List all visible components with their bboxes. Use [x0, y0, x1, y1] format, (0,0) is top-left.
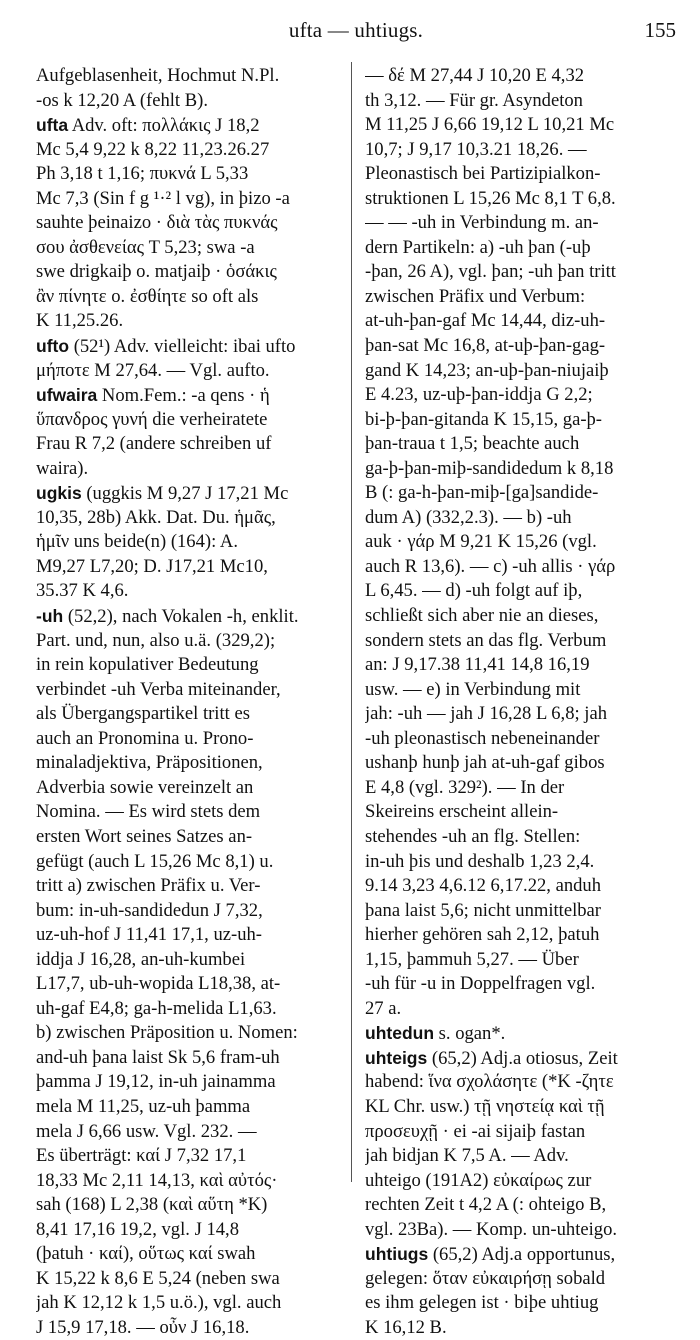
text-line: Frau R 7,2 (andere schreiben uf — [36, 433, 272, 455]
text-line — [365, 1242, 675, 1267]
text-line: auch R 13,6). — c) -uh allis · γάρ — [365, 555, 616, 577]
text-line: Mc 7,3 (Sin f g ¹·² l vg), in þizo -a — [36, 187, 290, 209]
text-line: waira). — [36, 457, 89, 479]
left-column — [36, 64, 340, 1340]
text-line: ἂν πίνητε o. ἐσθίητε so oft als — [36, 285, 259, 307]
text-line: ersten Wort seines Satzes an- — [36, 825, 253, 847]
headword: ufwaira — [36, 385, 98, 406]
text-line: Mc 5,4 9,22 k 8,22 11,23.26.27 — [36, 138, 270, 160]
headword: ugkis — [36, 483, 82, 504]
text-line: sah (168) L 2,38 (καὶ αὕτη *K) — [36, 1194, 268, 1216]
text-line: gelegen: ὅταν εὐκαιρήσῃ sobald — [365, 1267, 606, 1289]
text-line: ὕπανδρος γυνή die verheiratete — [36, 408, 268, 430]
text-line: stehendes -uh an flg. Stellen: — [365, 825, 581, 847]
text-line — [36, 334, 340, 359]
text-line: in rein kopulativer Bedeutung — [36, 654, 259, 676]
text-line: προσευχῇ · ei -ai sijaiþ fastan — [365, 1120, 586, 1142]
text-line: J 15,9 17,18. — οὖν J 16,18. — [36, 1316, 250, 1338]
headword: uhtedun — [365, 1023, 435, 1044]
text-line: mela M 11,25, uz-uh þamma — [36, 1095, 251, 1117]
text-line: -þan, 26 A), vgl. þan; -uh þan tritt — [365, 261, 616, 283]
headword: ufta — [36, 115, 69, 136]
text-line: bi-þ-þan-gitanda K 15,15, ga-þ- — [365, 408, 602, 430]
text-line: jah K 12,12 k 1,5 u.ö.), vgl. auch — [36, 1292, 282, 1314]
headword: uhtiugs — [365, 1244, 429, 1265]
text-line: Aufgeblasenheit, Hochmut N.Pl. — [36, 65, 280, 86]
text-line: — — -uh in Verbindung m. an- — [365, 212, 599, 234]
text-line: sondern stets an das flg. Verbum — [365, 629, 607, 651]
text-line: E 4.23, uz-uþ-þan-iddja G 2,2; — [365, 384, 593, 406]
page-header — [36, 18, 676, 50]
text-line: es ihm gelegen ist · biþe uhtiug — [365, 1292, 599, 1314]
text-line: -uh pleonastisch nebeneinander — [365, 727, 600, 749]
text-line: gefügt (auch L 15,26 Mc 8,1) u. — [36, 850, 274, 872]
text-line: B (: ga-h-þan-miþ-[ga]sandide- — [365, 482, 599, 504]
text-line: swe drigkaiþ o. matjaiþ · ὁσάκις — [36, 261, 277, 283]
text-line: habend: ἵνα σχολάσητε (*K -ζητε — [365, 1071, 614, 1093]
text-line: ga-þ-þan-miþ-sandidedum k 8,18 — [365, 457, 614, 479]
text-line: jah: -uh — jah J 16,28 L 6,8; jah — [365, 703, 608, 725]
text-line: M9,27 L7,20; D. J17,21 Mc10, — [36, 555, 268, 577]
text-line: als Übergangspartikel tritt es — [36, 703, 250, 725]
text-line: schließt sich aber nie an dieses, — [365, 605, 599, 627]
text-line: K 16,12 B. — [365, 1316, 447, 1338]
text-line: vgl. 23Ba). — Komp. un-uhteigo. — [365, 1218, 618, 1240]
text-line — [365, 1021, 675, 1046]
text-line: 8,41 17,16 19,2, vgl. J 14,8 — [36, 1218, 239, 1240]
text-line: μήποτε M 27,64. — Vgl. aufto. — [36, 359, 270, 381]
entry-text: (uggkis M 9,27 J 17,21 Mc — [81, 483, 289, 505]
text-line: b) zwischen Präposition u. Nomen: — [36, 1022, 298, 1044]
text-line: -os k 12,20 A (fehlt B). — [36, 89, 208, 111]
text-line: 10,35, 28b) Akk. Dat. Du. ἡμᾶς, — [36, 506, 276, 528]
text-line: KL Chr. usw.) τῇ νηστείᾳ καὶ τῇ — [365, 1095, 605, 1117]
headword: ufto — [36, 336, 70, 357]
text-line: (þatuh · καί), οὕτως καί swah — [36, 1243, 256, 1265]
page-number: 155 — [644, 18, 676, 42]
entry-text: (65,2) Adj.a otiosus, Zeit — [427, 1047, 618, 1069]
entry-text: s. ogan*. — [434, 1023, 506, 1045]
text-line: auch an Pronomina u. Prono- — [36, 727, 254, 749]
text-line: ushanþ hunþ jah at-uh-gaf gibos — [365, 752, 605, 774]
text-line: hierher gehören sah 2,12, þatuh — [365, 924, 600, 946]
text-line: K 11,25.26. — [36, 310, 124, 332]
text-line: Part. und, nun, also u.ä. (329,2); — [36, 629, 276, 651]
text-line: 18,33 Mc 2,11 14,13, καὶ αὐτός· — [36, 1169, 278, 1191]
text-line: 1,15, þammuh 5,27. — Über — [365, 948, 579, 970]
text-line: 10,7; J 9,17 10,3.21 18,26. — — [365, 138, 587, 160]
text-line: verbindet -uh Verba miteinander, — [36, 678, 281, 700]
text-line — [36, 604, 340, 629]
text-line: Pleonastisch bei Partizipialkon- — [365, 163, 601, 185]
headword: -uh — [36, 606, 64, 627]
entry-text: (52¹) Adv. vielleicht: ibai ufto — [69, 336, 296, 358]
text-line: th 3,12. — Für gr. Asyndeton — [365, 89, 583, 111]
entry-text: (52,2), nach Vokalen -h, enklit. — [63, 606, 299, 628]
text-line: and-uh þana laist Sk 5,6 fram-uh — [36, 1046, 280, 1068]
running-title: ufta — uhtiugs. — [288, 18, 424, 42]
text-line: þan-traua t 1,5; beachte auch — [365, 433, 580, 455]
text-line: M 11,25 J 6,66 19,12 L 10,21 Mc — [365, 114, 615, 136]
text-line: sauhte þeinaizo · διὰ τὰς πυκνάς — [36, 212, 278, 234]
text-line: gand K 14,23; an-uþ-þan-niujaiþ — [365, 359, 609, 381]
text-line: an: J 9,17.38 11,41 14,8 16,19 — [365, 654, 590, 676]
text-line: 9.14 3,23 4,6.12 6,17.22, anduh — [365, 875, 602, 897]
text-line: dern Partikeln: a) -uh þan (-uþ — [365, 236, 591, 258]
text-line: L 6,45. — d) -uh folgt auf iþ, — [365, 580, 583, 602]
text-line: — δέ M 27,44 J 10,20 E 4,32 — [365, 65, 585, 86]
text-line — [36, 383, 340, 408]
text-line: zwischen Präfix und Verbum: — [365, 285, 586, 307]
entry-text: Adv. oft: πολλάκις J 18,2 — [68, 115, 260, 137]
text-line: uz-uh-hof J 11,41 17,1, uz-uh- — [36, 924, 263, 946]
entry-text: (65,2) Adj.a opportunus, — [428, 1244, 616, 1266]
text-line: K 15,22 k 8,6 E 5,24 (neben swa — [36, 1267, 280, 1289]
text-line: -uh für -u in Doppelfragen vgl. — [365, 973, 596, 995]
entry-text: Nom.Fem.: -a qens · ἡ — [97, 385, 270, 407]
right-column — [365, 64, 675, 1340]
text-line: Ph 3,18 t 1,16; πυκνά L 5,33 — [36, 163, 249, 185]
text-line: iddja J 16,28, an-uh-kumbei — [36, 948, 246, 970]
text-line: E 4,8 (vgl. 329²). — In der — [365, 776, 565, 798]
text-line: dum A) (332,2.3). — b) -uh — [365, 506, 572, 528]
text-line: Adverbia sowie vereinzelt an — [36, 776, 254, 798]
column-divider — [351, 62, 352, 1182]
text-line: ἡμῖν uns beide(n) (164): A. — [36, 531, 238, 553]
text-line: 35.37 K 4,6. — [36, 580, 129, 602]
text-line: struktionen L 15,26 Mc 8,1 T 6,8. — [365, 187, 616, 209]
text-line: þana laist 5,6; nicht unmittelbar — [365, 899, 601, 921]
text-line: L17,7, ub-uh-wopida L18,38, at- — [36, 973, 281, 995]
text-line: Es überträgt: καί J 7,32 17,1 — [36, 1145, 247, 1167]
text-line: 27 a. — [365, 997, 402, 1019]
text-line: in-uh þis und deshalb 1,23 2,4. — [365, 850, 595, 872]
text-line — [36, 113, 340, 138]
text-line: þan-sat Mc 16,8, at-uþ-þan-gag- — [365, 335, 606, 357]
text-line: mela J 6,66 usw. Vgl. 232. — — [36, 1120, 257, 1142]
text-line: auk · γάρ M 9,21 K 15,26 (vgl. — [365, 531, 597, 553]
text-line: Skeireins erscheint allein- — [365, 801, 559, 823]
text-line: jah bidjan K 7,5 A. — Adv. — [365, 1145, 569, 1167]
text-line: σου ἀσθενείας T 5,23; swa -a — [36, 236, 255, 258]
text-line — [36, 481, 340, 506]
text-line: at-uh-þan-gaf Mc 14,44, diz-uh- — [365, 310, 606, 332]
text-line: usw. — e) in Verbindung mit — [365, 678, 581, 700]
text-line: tritt a) zwischen Präfix u. Ver- — [36, 875, 261, 897]
text-line: uhteigo (191A2) εὐκαίρως zur — [365, 1169, 592, 1191]
text-line: uh-gaf E4,8; ga-h-melida L1,63. — [36, 997, 277, 1019]
text-line — [365, 1046, 675, 1071]
text-line: Nomina. — Es wird stets dem — [36, 801, 261, 823]
text-line: minaladjektiva, Präpositionen, — [36, 752, 263, 774]
text-line: rechten Zeit t 4,2 A (: ohteigo B, — [365, 1194, 607, 1216]
text-line: bum: in-uh-sandidedun J 7,32, — [36, 899, 263, 921]
headword: uhteigs — [365, 1047, 428, 1068]
text-line: þamma J 19,12, in-uh jainamma — [36, 1071, 276, 1093]
